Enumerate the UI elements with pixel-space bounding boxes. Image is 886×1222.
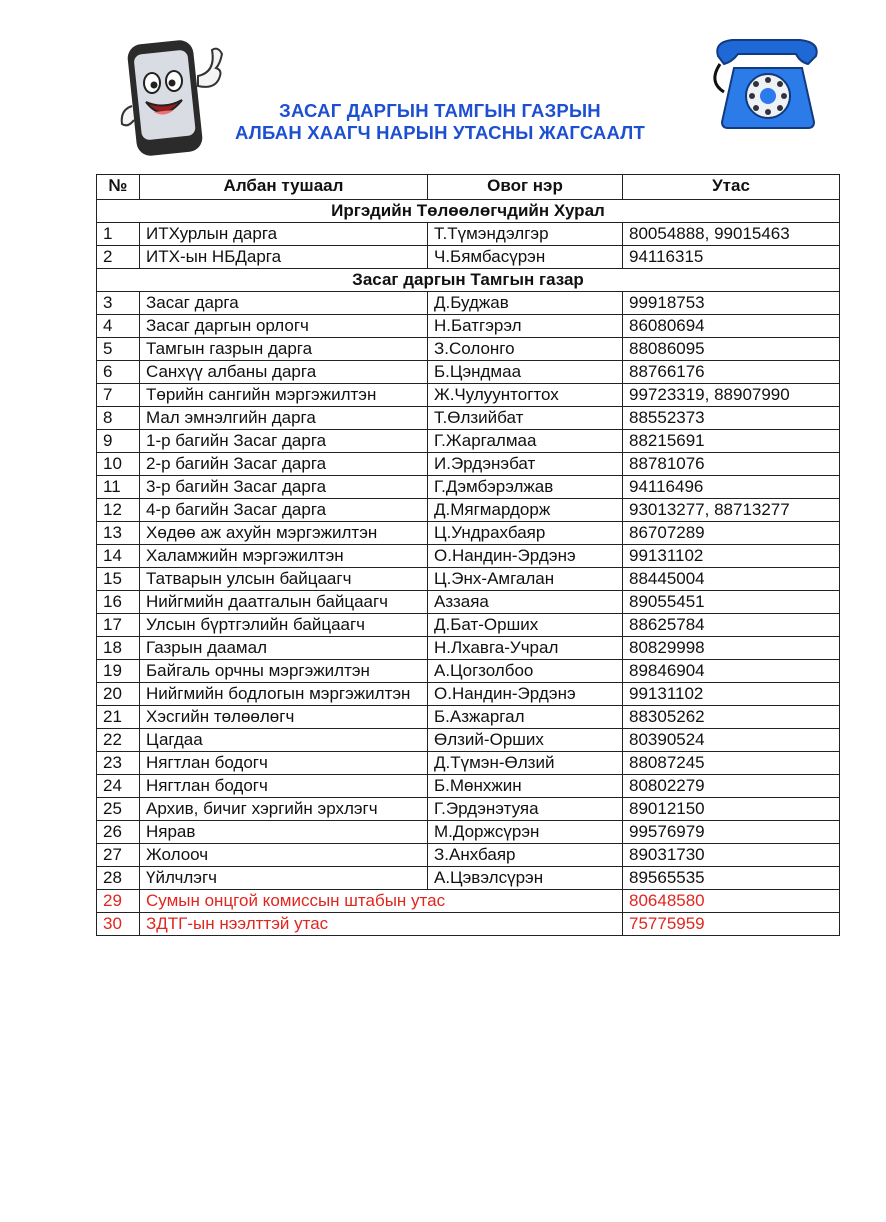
- row-phone: 88781076: [623, 453, 840, 476]
- row-phone: 88305262: [623, 706, 840, 729]
- row-number: 12: [97, 499, 140, 522]
- row-name: Б.Цэндмаа: [428, 361, 623, 384]
- row-name: Б.Азжаргал: [428, 706, 623, 729]
- row-phone: 80390524: [623, 729, 840, 752]
- row-position: Санхүү албаны дарга: [140, 361, 428, 384]
- column-header-number: №: [97, 175, 140, 200]
- row-phone: 75775959: [623, 913, 840, 936]
- table-row: [97, 867, 840, 890]
- row-name: Ц.Ундрахбаяр: [428, 522, 623, 545]
- table-row: [97, 821, 840, 844]
- row-phone: 88215691: [623, 430, 840, 453]
- row-position: Нягтлан бодогч: [140, 752, 428, 775]
- table-row: [97, 798, 840, 821]
- row-name: Ч.Бямбасүрэн: [428, 246, 623, 269]
- table-row: [97, 683, 840, 706]
- row-number: 5: [97, 338, 140, 361]
- row-position: Улсын бүртгэлийн байцаагч: [140, 614, 428, 637]
- row-name: Т.Өлзийбат: [428, 407, 623, 430]
- table-row: [97, 361, 840, 384]
- row-position: Мал эмнэлгийн дарга: [140, 407, 428, 430]
- row-position: 2-р багийн Засаг дарга: [140, 453, 428, 476]
- table-row: [97, 292, 840, 315]
- phone-directory-table: [96, 174, 840, 936]
- row-number: 22: [97, 729, 140, 752]
- row-name: Аззаяа: [428, 591, 623, 614]
- table-row: [97, 453, 840, 476]
- row-number: 15: [97, 568, 140, 591]
- table-row: [97, 522, 840, 545]
- row-number: 7: [97, 384, 140, 407]
- row-number: 24: [97, 775, 140, 798]
- telephone-icon: [704, 34, 832, 134]
- table-row: [97, 614, 840, 637]
- table-row: [97, 729, 840, 752]
- row-name: Г.Жаргалмаа: [428, 430, 623, 453]
- column-header-phone: Утас: [623, 175, 840, 200]
- row-name: Д.Түмэн-Өлзий: [428, 752, 623, 775]
- row-phone: 99723319, 88907990: [623, 384, 840, 407]
- row-name: З.Анхбаяр: [428, 844, 623, 867]
- row-name: Ж.Чулуунтогтох: [428, 384, 623, 407]
- row-number: 20: [97, 683, 140, 706]
- row-position: Нийгмийн даатгалын байцаагч: [140, 591, 428, 614]
- row-position: Тамгын газрын дарга: [140, 338, 428, 361]
- row-position: Газрын даамал: [140, 637, 428, 660]
- row-name: О.Нандин-Эрдэнэ: [428, 545, 623, 568]
- row-phone: 94116496: [623, 476, 840, 499]
- row-number: 23: [97, 752, 140, 775]
- row-name: Д.Бат-Орших: [428, 614, 623, 637]
- row-phone: 80054888, 99015463: [623, 223, 840, 246]
- row-position: Төрийн сангийн мэргэжилтэн: [140, 384, 428, 407]
- row-position: ИТХ-ын НБДарга: [140, 246, 428, 269]
- row-position: Байгаль орчны мэргэжилтэн: [140, 660, 428, 683]
- row-number: 9: [97, 430, 140, 453]
- row-number: 3: [97, 292, 140, 315]
- column-header-position: Албан тушаал: [140, 175, 428, 200]
- row-position: Татварын улсын байцаагч: [140, 568, 428, 591]
- row-position: 3-р багийн Засаг дарга: [140, 476, 428, 499]
- row-phone: 89012150: [623, 798, 840, 821]
- table-row: [97, 775, 840, 798]
- row-phone: 89565535: [623, 867, 840, 890]
- table-row: [97, 844, 840, 867]
- row-phone: 88766176: [623, 361, 840, 384]
- row-position: Нийгмийн бодлогын мэргэжилтэн: [140, 683, 428, 706]
- row-number: 14: [97, 545, 140, 568]
- row-name: М.Доржсүрэн: [428, 821, 623, 844]
- row-phone: 80829998: [623, 637, 840, 660]
- table-row: [97, 476, 840, 499]
- row-name: Ц.Энх-Амгалан: [428, 568, 623, 591]
- table-row: [97, 568, 840, 591]
- document-title-line-2: АЛБАН ХААГЧ НАРЫН УТАСНЫ ЖАГСААЛТ: [235, 122, 645, 143]
- row-phone: 99131102: [623, 683, 840, 706]
- row-name: Т.Түмэндэлгэр: [428, 223, 623, 246]
- row-number: 28: [97, 867, 140, 890]
- row-position: ИТХурлын дарга: [140, 223, 428, 246]
- row-number: 8: [97, 407, 140, 430]
- row-number: 16: [97, 591, 140, 614]
- table-row: [97, 499, 840, 522]
- table-row: [97, 246, 840, 269]
- row-number: 21: [97, 706, 140, 729]
- row-number: 4: [97, 315, 140, 338]
- column-header-name: Овог нэр: [428, 175, 623, 200]
- table-row: [97, 913, 840, 936]
- row-name: О.Нандин-Эрдэнэ: [428, 683, 623, 706]
- table-row: [97, 430, 840, 453]
- table-row: [97, 407, 840, 430]
- row-phone: 88087245: [623, 752, 840, 775]
- section-title: Иргэдийн Төлөөлөгчдийн Хурал: [97, 200, 840, 223]
- table-row: [97, 384, 840, 407]
- document-title-line-1: ЗАСАГ ДАРГЫН ТАМГЫН ГАЗРЫН: [279, 100, 601, 121]
- table-header-row: [97, 175, 840, 200]
- row-number: 18: [97, 637, 140, 660]
- row-phone: 94116315: [623, 246, 840, 269]
- row-position: Засаг дарга: [140, 292, 428, 315]
- row-name: Д.Мягмардорж: [428, 499, 623, 522]
- table-row: [97, 545, 840, 568]
- row-phone: 89846904: [623, 660, 840, 683]
- row-number: 13: [97, 522, 140, 545]
- row-phone: 80648580: [623, 890, 840, 913]
- row-name: Н.Лхавга-Учрал: [428, 637, 623, 660]
- row-position: Сумын онцгой комиссын штабын утас: [140, 890, 623, 913]
- row-position: Жолооч: [140, 844, 428, 867]
- section-header-row: [97, 269, 840, 292]
- row-phone: 89055451: [623, 591, 840, 614]
- row-position: 4-р багийн Засаг дарга: [140, 499, 428, 522]
- row-position: Засаг даргын орлогч: [140, 315, 428, 338]
- row-number: 29: [97, 890, 140, 913]
- row-number: 6: [97, 361, 140, 384]
- row-name: А.Цэвэлсүрэн: [428, 867, 623, 890]
- row-name: З.Солонго: [428, 338, 623, 361]
- table-row: [97, 706, 840, 729]
- row-name: И.Эрдэнэбат: [428, 453, 623, 476]
- row-name: Өлзий-Орших: [428, 729, 623, 752]
- table-row: [97, 890, 840, 913]
- row-name: А.Цогзолбоо: [428, 660, 623, 683]
- row-phone: 88086095: [623, 338, 840, 361]
- row-position: ЗДТГ-ын нээлттэй утас: [140, 913, 623, 936]
- table-body: [97, 200, 840, 936]
- row-number: 17: [97, 614, 140, 637]
- table-row: [97, 315, 840, 338]
- row-number: 10: [97, 453, 140, 476]
- row-phone: 99918753: [623, 292, 840, 315]
- row-position: Хөдөө аж ахуйн мэргэжилтэн: [140, 522, 428, 545]
- row-name: Б.Мөнхжин: [428, 775, 623, 798]
- section-header-row: [97, 200, 840, 223]
- row-phone: 89031730: [623, 844, 840, 867]
- row-position: Нярав: [140, 821, 428, 844]
- row-position: Нягтлан бодогч: [140, 775, 428, 798]
- row-position: Халамжийн мэргэжилтэн: [140, 545, 428, 568]
- row-position: Цагдаа: [140, 729, 428, 752]
- table-row: [97, 660, 840, 683]
- row-phone: 86080694: [623, 315, 840, 338]
- row-number: 11: [97, 476, 140, 499]
- row-name: Н.Батгэрэл: [428, 315, 623, 338]
- row-number: 19: [97, 660, 140, 683]
- table-row: [97, 637, 840, 660]
- row-position: Хэсгийн төлөөлөгч: [140, 706, 428, 729]
- row-number: 27: [97, 844, 140, 867]
- row-phone: 93013277, 88713277: [623, 499, 840, 522]
- row-phone: 80802279: [623, 775, 840, 798]
- row-position: Архив, бичиг хэргийн эрхлэгч: [140, 798, 428, 821]
- row-phone: 88625784: [623, 614, 840, 637]
- table-row: [97, 752, 840, 775]
- row-phone: 88445004: [623, 568, 840, 591]
- row-position: Үйлчлэгч: [140, 867, 428, 890]
- row-phone: 88552373: [623, 407, 840, 430]
- row-phone: 99131102: [623, 545, 840, 568]
- row-name: Д.Буджав: [428, 292, 623, 315]
- row-number: 2: [97, 246, 140, 269]
- section-title: Засаг даргын Тамгын газар: [97, 269, 840, 292]
- table-row: [97, 223, 840, 246]
- table-row: [97, 338, 840, 361]
- row-phone: 86707289: [623, 522, 840, 545]
- row-position: 1-р багийн Засаг дарга: [140, 430, 428, 453]
- row-number: 25: [97, 798, 140, 821]
- row-number: 1: [97, 223, 140, 246]
- row-number: 30: [97, 913, 140, 936]
- row-name: Г.Эрдэнэтуяа: [428, 798, 623, 821]
- row-phone: 99576979: [623, 821, 840, 844]
- row-number: 26: [97, 821, 140, 844]
- row-name: Г.Дэмбэрэлжав: [428, 476, 623, 499]
- table-row: [97, 591, 840, 614]
